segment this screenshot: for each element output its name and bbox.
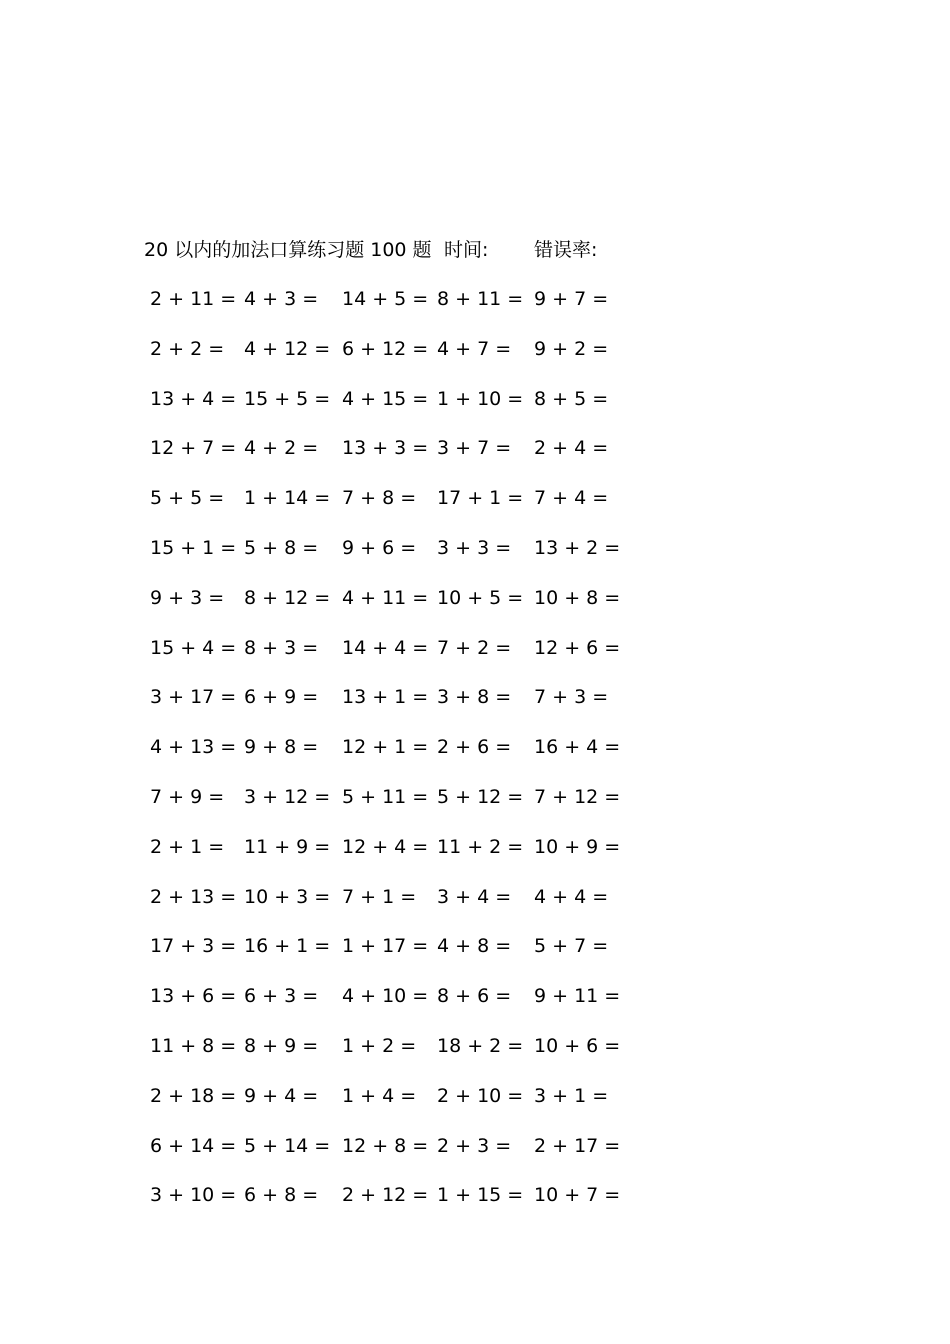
problem-item: 8 + 12 =: [244, 586, 331, 609]
problem-item: 16 + 1 =: [244, 935, 331, 958]
problem-item: 15 + 4 =: [150, 636, 237, 659]
problem-item: 12 + 1 =: [342, 736, 429, 759]
problem-item: 5 + 8 =: [244, 536, 319, 559]
problem-item: 5 + 5 =: [150, 487, 225, 510]
problem-item: 3 + 17 =: [150, 686, 237, 709]
problem-item: 14 + 4 =: [342, 636, 429, 659]
problem-item: 10 + 7 =: [534, 1184, 621, 1207]
problem-item: 10 + 3 =: [244, 885, 331, 908]
problem-item: 3 + 4 =: [437, 885, 512, 908]
problem-item: 6 + 3 =: [244, 985, 319, 1008]
problem-item: 1 + 4 =: [342, 1084, 417, 1107]
problem-item: 2 + 3 =: [437, 1134, 512, 1157]
problem-item: 3 + 1 =: [534, 1084, 609, 1107]
problem-item: 9 + 8 =: [244, 736, 319, 759]
problem-item: 9 + 4 =: [244, 1084, 319, 1107]
problem-item: 13 + 1 =: [342, 686, 429, 709]
problem-row: [144, 1131, 664, 1181]
problem-row: [144, 384, 664, 434]
problem-row: [144, 882, 664, 932]
problem-item: 7 + 4 =: [534, 487, 609, 510]
problem-item: 9 + 2 =: [534, 337, 609, 360]
problem-row: [144, 1081, 664, 1131]
problem-item: 16 + 4 =: [534, 736, 621, 759]
problem-item: 3 + 7 =: [437, 437, 512, 460]
problem-item: 10 + 5 =: [437, 586, 524, 609]
problem-item: 2 + 18 =: [150, 1084, 237, 1107]
problem-item: 11 + 9 =: [244, 835, 331, 858]
problem-item: 6 + 12 =: [342, 337, 429, 360]
problem-item: 4 + 3 =: [244, 288, 319, 310]
problem-item: 14 + 5 =: [342, 288, 429, 310]
problem-item: 4 + 15 =: [342, 387, 429, 410]
problem-row: [144, 533, 664, 583]
problem-item: 13 + 3 =: [342, 437, 429, 460]
problem-row: [144, 732, 664, 782]
problem-item: 13 + 6 =: [150, 985, 237, 1008]
problem-item: 6 + 14 =: [150, 1134, 237, 1157]
problem-row: [144, 782, 664, 832]
problem-item: 3 + 8 =: [437, 686, 512, 709]
problem-row: [144, 633, 664, 683]
problem-item: 4 + 2 =: [244, 437, 319, 460]
problem-item: 8 + 3 =: [244, 636, 319, 659]
problem-row: [144, 334, 664, 384]
problem-item: 12 + 4 =: [342, 835, 429, 858]
problem-item: 1 + 17 =: [342, 935, 429, 958]
problem-item: 15 + 1 =: [150, 536, 237, 559]
problem-item: 8 + 11 =: [437, 288, 524, 310]
problem-item: 15 + 5 =: [244, 387, 331, 410]
problem-item: 9 + 7 =: [534, 288, 609, 310]
problem-row: [144, 682, 664, 732]
problem-item: 13 + 4 =: [150, 387, 237, 410]
problem-item: 8 + 9 =: [244, 1034, 319, 1057]
problem-item: 2 + 10 =: [437, 1084, 524, 1107]
problem-item: 6 + 9 =: [244, 686, 319, 709]
problem-item: 5 + 7 =: [534, 935, 609, 958]
problem-item: 2 + 17 =: [534, 1134, 621, 1157]
problem-item: 5 + 12 =: [437, 785, 524, 808]
problem-item: 13 + 2 =: [534, 536, 621, 559]
problem-item: 17 + 3 =: [150, 935, 237, 958]
problem-item: 7 + 3 =: [534, 686, 609, 709]
problem-item: 17 + 1 =: [437, 487, 524, 510]
problem-item: 6 + 8 =: [244, 1184, 319, 1207]
problem-item: 3 + 10 =: [150, 1184, 237, 1207]
problem-item: 5 + 11 =: [342, 785, 429, 808]
problem-row: [144, 931, 664, 981]
problem-item: 1 + 14 =: [244, 487, 331, 510]
problem-item: 5 + 14 =: [244, 1134, 331, 1157]
problem-item: 1 + 2 =: [342, 1034, 417, 1057]
problem-item: 7 + 8 =: [342, 487, 417, 510]
problem-item: 10 + 9 =: [534, 835, 621, 858]
problem-item: 7 + 2 =: [437, 636, 512, 659]
worksheet-header: [144, 236, 664, 264]
problem-item: 9 + 3 =: [150, 586, 225, 609]
problem-item: 7 + 9 =: [150, 785, 225, 808]
worksheet-title: 20 以内的加法口算练习题 100 题: [144, 239, 432, 261]
problem-row: [144, 433, 664, 483]
problem-item: 2 + 13 =: [150, 885, 237, 908]
problem-item: 4 + 10 =: [342, 985, 429, 1008]
problem-item: 11 + 2 =: [437, 835, 524, 858]
problem-item: 9 + 6 =: [342, 536, 417, 559]
problem-item: 1 + 15 =: [437, 1184, 524, 1207]
problem-row: [144, 583, 664, 633]
problem-item: 4 + 13 =: [150, 736, 237, 759]
problem-item: 3 + 12 =: [244, 785, 331, 808]
problem-item: 2 + 6 =: [437, 736, 512, 759]
problem-item: 2 + 4 =: [534, 437, 609, 460]
problem-item: 4 + 8 =: [437, 935, 512, 958]
problem-item: 8 + 6 =: [437, 985, 512, 1008]
problem-item: 1 + 10 =: [437, 387, 524, 410]
problem-item: 12 + 8 =: [342, 1134, 429, 1157]
problem-row: [144, 832, 664, 882]
error-rate-label: 错误率:: [534, 239, 598, 261]
problem-item: 11 + 8 =: [150, 1034, 237, 1057]
problem-item: 2 + 12 =: [342, 1184, 429, 1207]
problem-row: [144, 483, 664, 533]
problem-item: 2 + 2 =: [150, 337, 225, 360]
problem-item: 10 + 8 =: [534, 586, 621, 609]
problem-item: 4 + 7 =: [437, 337, 512, 360]
problem-row: [144, 284, 664, 334]
problem-row: [144, 981, 664, 1031]
problem-item: 4 + 11 =: [342, 586, 429, 609]
problem-item: 9 + 11 =: [534, 985, 621, 1008]
problem-item: 12 + 7 =: [150, 437, 237, 460]
problem-item: 8 + 5 =: [534, 387, 609, 410]
problem-item: 2 + 11 =: [150, 288, 237, 310]
problem-item: 7 + 12 =: [534, 785, 621, 808]
problem-item: 2 + 1 =: [150, 835, 225, 858]
problem-item: 4 + 4 =: [534, 885, 609, 908]
problem-item: 7 + 1 =: [342, 885, 417, 908]
problem-item: 18 + 2 =: [437, 1034, 524, 1057]
problem-row: [144, 1031, 664, 1081]
problem-row: [144, 1180, 664, 1230]
problem-item: 12 + 6 =: [534, 636, 621, 659]
problem-grid: [144, 284, 664, 1230]
problem-item: 10 + 6 =: [534, 1034, 621, 1057]
problem-item: 3 + 3 =: [437, 536, 512, 559]
time-label: 时间:: [444, 239, 489, 261]
problem-item: 4 + 12 =: [244, 337, 331, 360]
